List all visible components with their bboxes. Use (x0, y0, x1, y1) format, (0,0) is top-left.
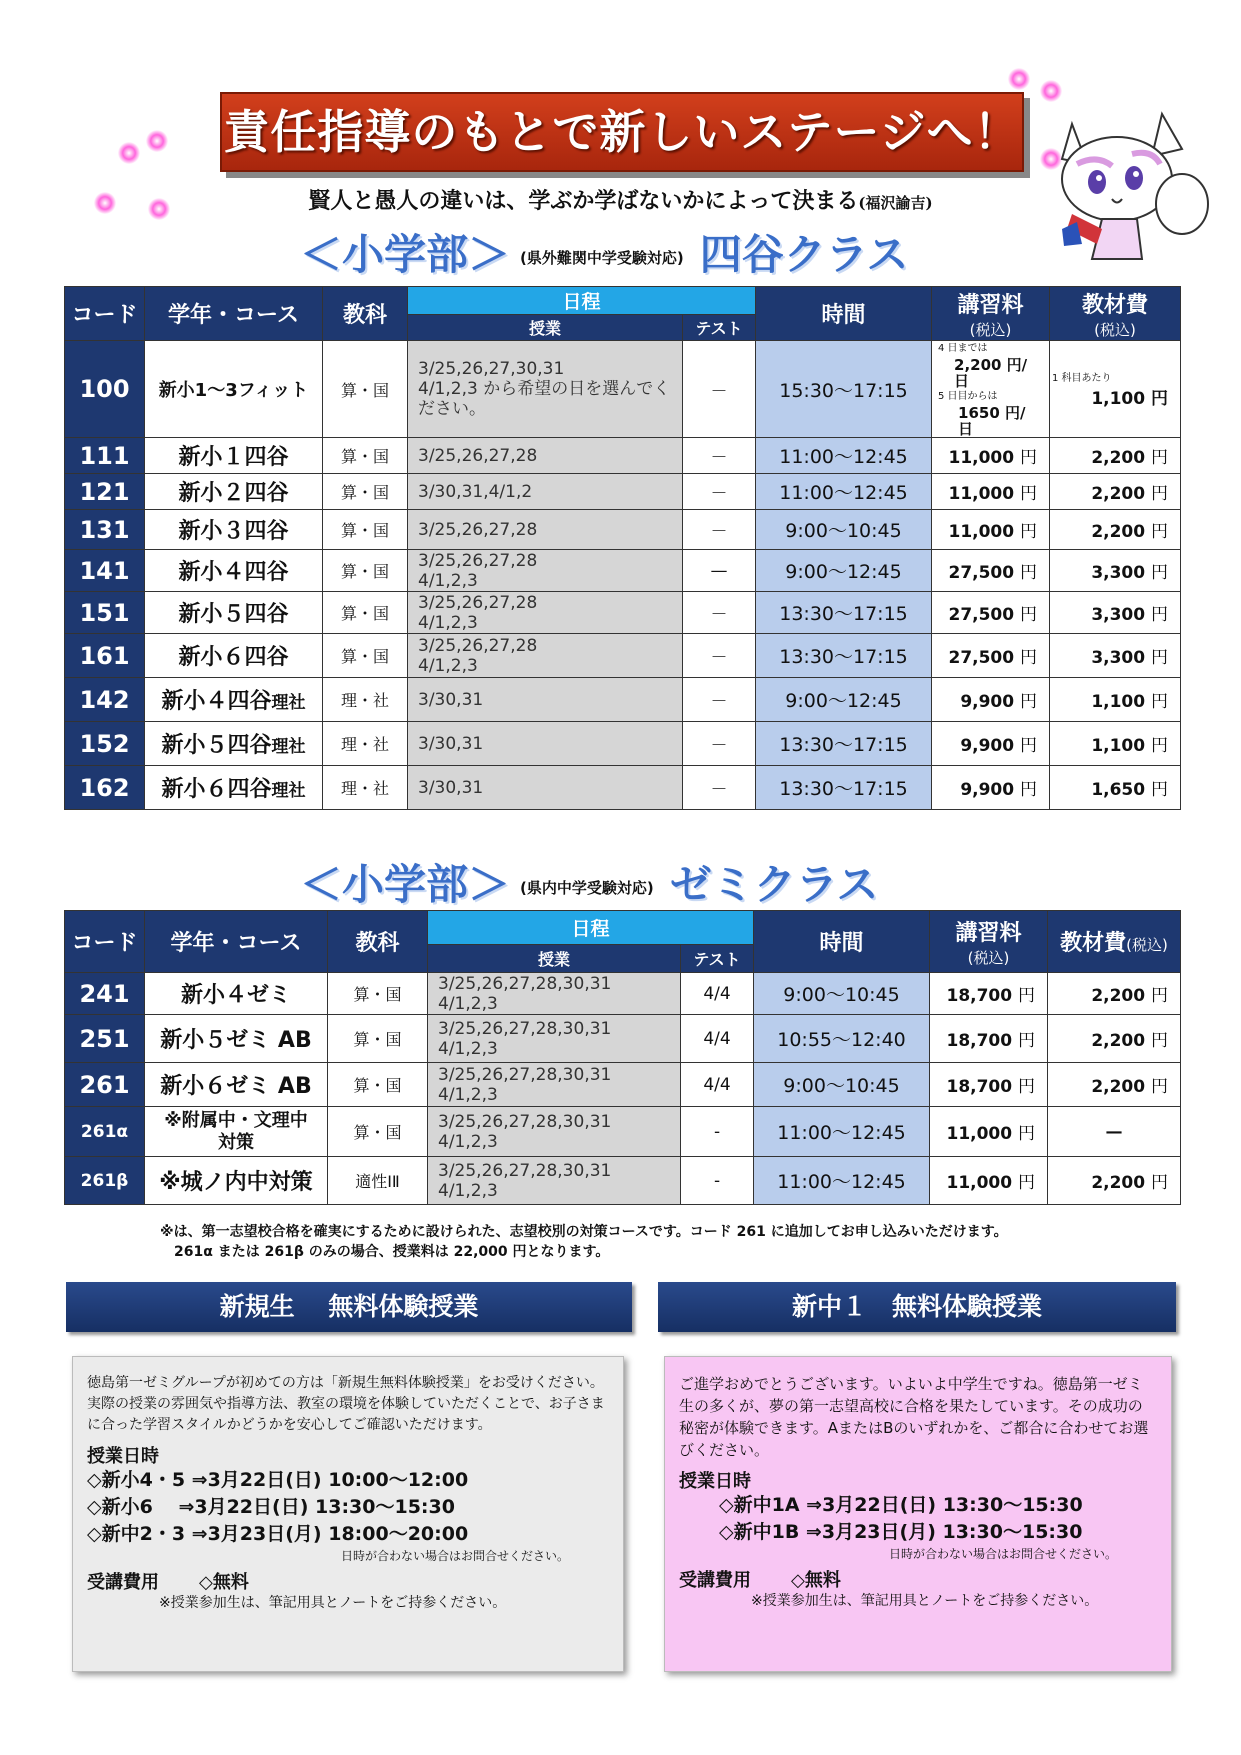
header-subject: 教科 (328, 911, 428, 973)
lesson-dates: 3/30,31,4/1,2 (408, 474, 683, 510)
table-row (65, 634, 1181, 678)
subject: 算・国 (328, 1015, 428, 1063)
header-test: テスト (681, 945, 754, 973)
header-material: 教材費 (税込) (1050, 287, 1181, 341)
trial-left-bring-note: ※授業参加生は、筆記用具とノートをご持参ください。 (159, 1595, 507, 1611)
course-fee: 11,000 円 (932, 510, 1050, 550)
header-course: 学年・コース (145, 911, 328, 973)
trial-left-date-row: ◇新小4・5 ⇒3月22日(日) 10:00～12:00 (87, 1469, 469, 1491)
class-time: 11:00～12:45 (756, 438, 932, 474)
course-name: 新小６ゼミ AB (145, 1063, 328, 1107)
course-fee: 11,000 円 (930, 1157, 1048, 1205)
trial-right-bring-note: ※授業参加生は、筆記用具とノートをご持参ください。 (751, 1593, 1099, 1609)
course-code: 121 (65, 474, 145, 510)
material-fee: 2,200 円 (1050, 438, 1181, 474)
trial-left-box (72, 1356, 624, 1672)
course-name: 新小５ゼミ AB (145, 1015, 328, 1063)
course-fee: 27,500 円 (932, 592, 1050, 634)
section1-class-name: 四谷クラス (699, 230, 909, 279)
lesson-dates: 3/25,26,27,28 4/1,2,3 (408, 592, 683, 634)
material-fee: 1,100 円 (1050, 722, 1181, 766)
header-schedule: 日程 (428, 911, 754, 945)
section2-title (300, 852, 878, 912)
material-fee: 3,300 円 (1050, 592, 1181, 634)
course-name: 新小１四谷 (145, 438, 323, 474)
trial-left-date-heading: 授業日時 (87, 1446, 159, 1467)
header-schedule: 日程 (408, 287, 756, 315)
subject: 算・国 (323, 634, 408, 678)
material-fee: 2,200 円 (1050, 474, 1181, 510)
test-date: — (683, 550, 756, 592)
test-date: － (683, 592, 756, 634)
lesson-dates: 3/25,26,27,28,30,31 4/1,2,3 (428, 1015, 681, 1063)
section2-note: (県内中学受験対応) (520, 879, 654, 897)
section2-heading: ＜小学部＞ (300, 860, 511, 909)
course-fee: 9,900 円 (932, 678, 1050, 722)
test-date: － (683, 722, 756, 766)
trial-left-intro: 徳島第一ゼミグループが初めての方は「新規生無料体験授業」をお受けください。実際の授業の雰囲気や指導方法、教室の環境を体験していただくことで、お子さまに合った学習スタイルかどうかを安心してご確認いただけます。 (87, 1375, 605, 1433)
header-course: 学年・コース (145, 287, 323, 341)
test-date: － (683, 678, 756, 722)
trial-right-date-row: ◇新中1B ⇒3月23日(月) 13:30～15:30 (719, 1521, 1083, 1543)
footnote-line-2: 261α または 261β のみの場合、授業料は 22,000 円となります。 (174, 1244, 610, 1260)
material-fee: 2,200 円 (1048, 1063, 1181, 1107)
class-time: 9:00～10:45 (754, 973, 930, 1015)
subject: 算・国 (323, 474, 408, 510)
trial-left-cost: 受講費用 ◇無料 (87, 1572, 249, 1593)
trial-right-contact-note: 日時が合わない場合はお問合せください。 (888, 1547, 1117, 1561)
header-subject: 教科 (323, 287, 408, 341)
lesson-dates: 3/25,26,27,28 4/1,2,3 (408, 634, 683, 678)
table-row (65, 592, 1181, 634)
header-time: 時間 (754, 911, 930, 973)
test-date: － (683, 341, 756, 438)
lesson-dates: 3/25,26,27,28 (408, 510, 683, 550)
table-row (65, 1157, 1181, 1205)
course-code: 161 (65, 634, 145, 678)
subject: 理・社 (323, 678, 408, 722)
footnote-line-1: ※は、第一志望校合格を確実にするために設けられた、志望校別の対策コースです。コード 261 に追加してお申し込みいただけます。 (160, 1224, 1008, 1240)
material-fee: 1,100 円 (1050, 678, 1181, 722)
section1-note: (県外難関中学受験対応) (520, 249, 684, 267)
class-time: 9:00～10:45 (756, 510, 932, 550)
header-test: テスト (683, 315, 756, 341)
class-time: 11:00～12:45 (754, 1107, 930, 1157)
course-name: 新小４四谷 (145, 550, 323, 592)
table-row (65, 1015, 1181, 1063)
material-fee: 2,200 円 (1048, 973, 1181, 1015)
header-fee: 講習料 (税込) (930, 911, 1048, 973)
test-date: 4/4 (681, 973, 754, 1015)
course-fee: 9,900 円 (932, 722, 1050, 766)
class-time: 9:00～12:45 (756, 678, 932, 722)
trial-right-box (664, 1356, 1172, 1672)
trial-right-date-heading: 授業日時 (679, 1471, 751, 1492)
quote-line (0, 184, 1241, 215)
subject: 算・国 (323, 592, 408, 634)
course-fee: 27,500 円 (932, 634, 1050, 678)
table-row (65, 341, 1181, 438)
table-row (65, 1107, 1181, 1157)
course-code: 142 (65, 678, 145, 722)
trial-right-heading: 新中１ 無料体験授業 (658, 1282, 1176, 1332)
course-code: 251 (65, 1015, 145, 1063)
course-code: 241 (65, 973, 145, 1015)
lesson-dates: 3/25,26,27,28,30,31 4/1,2,3 (428, 973, 681, 1015)
test-date: － (683, 474, 756, 510)
test-date: － (683, 766, 756, 810)
course-code: 111 (65, 438, 145, 474)
trial-right-intro: ご進学おめでとうございます。いよいよ中学生ですね。徳島第一ゼミ生の多くが、夢の第一志望高校に合格を果たしています。その成功の秘密が体験できます。AまたはBのいずれかを、ご都合に合わせてお選びください。 (679, 1375, 1149, 1459)
zemi-schedule-table (64, 910, 1181, 1205)
class-time: 13:30～17:15 (756, 634, 932, 678)
header-lesson: 授業 (408, 315, 683, 341)
section1-heading: ＜小学部＞ (300, 230, 511, 279)
lesson-dates: 3/25,26,27,28,30,31 4/1,2,3 (428, 1063, 681, 1107)
course-name: 新小６四谷理社 (145, 766, 323, 810)
class-time: 13:30～17:15 (756, 766, 932, 810)
test-date: － (683, 438, 756, 474)
table-row (65, 438, 1181, 474)
course-name: 新小1～3フィット (145, 341, 323, 438)
quote-text: 賢人と愚人の違いは、学ぶか学ばないかによって決まる (308, 188, 859, 214)
course-fee: 18,700 円 (930, 1063, 1048, 1107)
lesson-dates: 3/25,26,27,30,31 4/1,2,3 から希望の日を選んでく ださい。 (408, 341, 683, 438)
test-date: 4/4 (681, 1015, 754, 1063)
class-time: 13:30～17:15 (756, 592, 932, 634)
page-banner: 責任指導のもとで新しいステージへ！ (220, 92, 1024, 172)
quote-author: (福沢諭吉) (858, 194, 933, 212)
material-fee: 2,200 円 (1050, 510, 1181, 550)
subject: 理・社 (323, 722, 408, 766)
header-time: 時間 (756, 287, 932, 341)
header-fee: 講習料 (税込) (932, 287, 1050, 341)
sparkle-decoration (1008, 68, 1030, 90)
lesson-dates: 3/25,26,27,28 (408, 438, 683, 474)
material-fee: — (1048, 1107, 1181, 1157)
course-code: 131 (65, 510, 145, 550)
material-fee: 1,650 円 (1050, 766, 1181, 810)
cat-mascot-icon (1042, 94, 1222, 269)
yotsuya-schedule-table (64, 286, 1181, 810)
header-lesson: 授業 (428, 945, 681, 973)
subject: 算・国 (323, 341, 408, 438)
test-date: - (681, 1157, 754, 1205)
subject: 算・国 (328, 1063, 428, 1107)
course-code: 100 (65, 341, 145, 438)
test-date: - (681, 1107, 754, 1157)
course-name: ※附属中・文理中 対策 (145, 1107, 328, 1157)
class-time: 9:00～10:45 (754, 1063, 930, 1107)
header-code: コード (65, 287, 145, 341)
course-name: 新小４四谷理社 (145, 678, 323, 722)
class-time: 15:30～17:15 (756, 341, 932, 438)
course-name: 新小５四谷理社 (145, 722, 323, 766)
class-time: 13:30～17:15 (756, 722, 932, 766)
course-name: 新小５四谷 (145, 592, 323, 634)
table-row (65, 550, 1181, 592)
sparkle-decoration (146, 130, 168, 152)
class-time: 10:55～12:40 (754, 1015, 930, 1063)
course-fee: 27,500 円 (932, 550, 1050, 592)
course-name: 新小６四谷 (145, 634, 323, 678)
material-fee: 2,200 円 (1048, 1015, 1181, 1063)
table-row (65, 510, 1181, 550)
header-code: コード (65, 911, 145, 973)
section2-class-name: ゼミクラス (669, 860, 879, 909)
course-code: 261β (65, 1157, 145, 1205)
lesson-dates: 3/30,31 (408, 766, 683, 810)
material-fee: 3,300 円 (1050, 634, 1181, 678)
table-row (65, 678, 1181, 722)
lesson-dates: 3/30,31 (408, 722, 683, 766)
subject: 算・国 (328, 973, 428, 1015)
lesson-dates: 3/25,26,27,28,30,31 4/1,2,3 (428, 1107, 681, 1157)
section1-title (300, 222, 908, 282)
course-fee: 4 日までは 2,200 円/日 5 日目からは 1650 円/日 (932, 341, 1050, 438)
course-code: 141 (65, 550, 145, 592)
subject: 算・国 (323, 550, 408, 592)
class-time: 11:00～12:45 (754, 1157, 930, 1205)
course-fee: 11,000 円 (930, 1107, 1048, 1157)
table-row (65, 722, 1181, 766)
course-name: 新小２四谷 (145, 474, 323, 510)
table-row (65, 766, 1181, 810)
course-code: 261α (65, 1107, 145, 1157)
class-time: 11:00～12:45 (756, 474, 932, 510)
course-name: 新小４ゼミ (145, 973, 328, 1015)
course-fee: 18,700 円 (930, 973, 1048, 1015)
material-fee: 2,200 円 (1048, 1157, 1181, 1205)
course-fee: 9,900 円 (932, 766, 1050, 810)
table-row (65, 1063, 1181, 1107)
table-row (65, 474, 1181, 510)
test-date: － (683, 634, 756, 678)
course-fee: 11,000 円 (932, 438, 1050, 474)
course-name: ※城ノ内中対策 (145, 1157, 328, 1205)
course-code: 162 (65, 766, 145, 810)
lesson-dates: 3/25,26,27,28,30,31 4/1,2,3 (428, 1157, 681, 1205)
subject: 適性ⅠⅡ (328, 1157, 428, 1205)
material-fee: 1 科目あたり 1,100 円 (1050, 341, 1181, 438)
subject: 算・国 (328, 1107, 428, 1157)
course-code: 152 (65, 722, 145, 766)
table-row (65, 973, 1181, 1015)
trial-right-cost: 受講費用 ◇無料 (679, 1570, 841, 1591)
subject: 算・国 (323, 510, 408, 550)
trial-left-contact-note: 日時が合わない場合はお問合せください。 (340, 1549, 569, 1563)
test-date: － (683, 510, 756, 550)
subject: 算・国 (323, 438, 408, 474)
class-time: 9:00～12:45 (756, 550, 932, 592)
trial-left-heading: 新規生 無料体験授業 (66, 1282, 632, 1332)
lesson-dates: 3/25,26,27,28 4/1,2,3 (408, 550, 683, 592)
trial-left-date-row: ◇新小6 ⇒3月22日(日) 13:30～15:30 (87, 1496, 455, 1518)
lesson-dates: 3/30,31 (408, 678, 683, 722)
course-code: 151 (65, 592, 145, 634)
course-code: 261 (65, 1063, 145, 1107)
footnote (160, 1222, 1008, 1262)
material-fee: 3,300 円 (1050, 550, 1181, 592)
header-material: 教材費(税込) (1048, 911, 1181, 973)
course-fee: 11,000 円 (932, 474, 1050, 510)
trial-left-date-row: ◇新中2・3 ⇒3月23日(月) 18:00～20:00 (87, 1523, 469, 1545)
trial-right-date-row: ◇新中1A ⇒3月22日(日) 13:30～15:30 (719, 1494, 1083, 1516)
subject: 理・社 (323, 766, 408, 810)
course-fee: 18,700 円 (930, 1015, 1048, 1063)
sparkle-decoration (118, 142, 140, 164)
course-name: 新小３四谷 (145, 510, 323, 550)
test-date: 4/4 (681, 1063, 754, 1107)
